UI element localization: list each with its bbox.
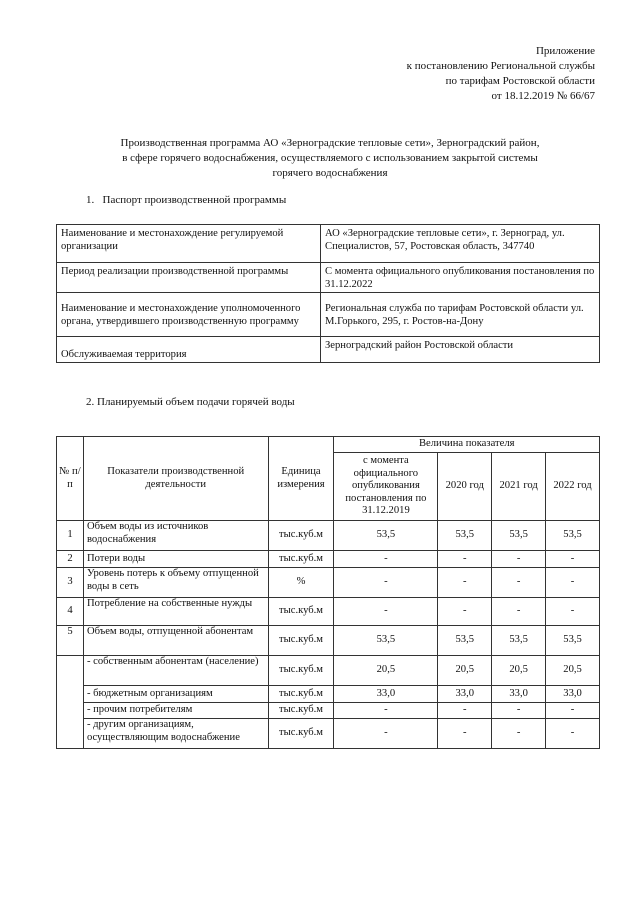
row-value-2020: - <box>438 568 492 598</box>
row-num: 3 <box>57 568 84 598</box>
row-num <box>57 656 84 749</box>
row-name: - собственным абонентам (население) <box>83 656 268 686</box>
row-unit: тыс.куб.м <box>268 521 334 551</box>
passport-label: Период реализации производственной программы <box>57 263 321 293</box>
row-name: Потери воды <box>83 551 268 568</box>
table-row <box>57 551 600 568</box>
row-value-2022: 33,0 <box>546 686 600 703</box>
section-1-number: 1. <box>86 194 95 206</box>
passport-table <box>56 224 600 363</box>
row-value-official: 53,5 <box>334 521 438 551</box>
row-value-official: - <box>334 598 438 626</box>
table-row <box>57 686 600 703</box>
table-row <box>57 626 600 656</box>
header-value-group: Величина показателя <box>334 437 600 453</box>
header-unit: Единица измерения <box>268 437 334 521</box>
header-indicator: Показатели производственной деятельности <box>83 437 268 521</box>
row-unit: тыс.куб.м <box>268 686 334 703</box>
row-unit: тыс.куб.м <box>268 551 334 568</box>
row-value-2020: - <box>438 598 492 626</box>
row-value-2022: 53,5 <box>546 626 600 656</box>
row-value-2020: 33,0 <box>438 686 492 703</box>
row-unit: тыс.куб.м <box>268 719 334 749</box>
row-unit: тыс.куб.м <box>268 626 334 656</box>
appendix-line: по тарифам Ростовской области <box>445 75 595 87</box>
section-2-heading: 2. Планируемый объем подачи горячей воды <box>86 396 295 408</box>
row-unit: тыс.куб.м <box>268 703 334 719</box>
row-value-official: - <box>334 719 438 749</box>
table-row <box>57 568 600 598</box>
header-col-2021: 2021 год <box>492 453 546 521</box>
section-1-heading <box>86 194 286 206</box>
passport-row <box>57 337 600 363</box>
table-row <box>57 521 600 551</box>
section-1-title: Паспорт производственной программы <box>102 194 287 206</box>
row-value-2020: - <box>438 719 492 749</box>
document-title <box>60 136 600 181</box>
row-value-2021: - <box>492 719 546 749</box>
row-name: Уровень потерь к объему отпущенной воды в сеть <box>83 568 268 598</box>
row-num: 1 <box>57 521 84 551</box>
row-name: - прочим потребителям <box>83 703 268 719</box>
passport-value: Зерноградский район Ростовской области <box>321 337 600 363</box>
row-value-2021: - <box>492 703 546 719</box>
row-value-official: - <box>334 568 438 598</box>
row-value-2020: 53,5 <box>438 626 492 656</box>
table-row <box>57 703 600 719</box>
row-value-2022: - <box>546 568 600 598</box>
row-value-2021: - <box>492 598 546 626</box>
passport-label: Наименование и местонахождение уполномоченного органа, утвердившего производственную программу <box>57 293 321 337</box>
row-name: - другим организациям, осуществляющим водоснабжение <box>83 719 268 749</box>
row-name: Объем воды из источников водоснабжения <box>83 521 268 551</box>
row-value-2022: - <box>546 551 600 568</box>
row-value-2021: - <box>492 568 546 598</box>
row-value-2021: 33,0 <box>492 686 546 703</box>
title-line: в сфере горячего водоснабжения, осуществляемого с использованием закрытой системы <box>122 152 538 164</box>
row-value-2022: 20,5 <box>546 656 600 686</box>
appendix-line: к постановлению Региональной службы <box>406 60 595 72</box>
row-name: Потребление на собственные нужды <box>83 598 268 626</box>
row-value-2022: - <box>546 598 600 626</box>
row-num: 5 <box>57 626 84 656</box>
row-value-official: - <box>334 703 438 719</box>
plan-header-row <box>57 437 600 453</box>
row-value-2021: 53,5 <box>492 626 546 656</box>
appendix-line: от 18.12.2019 № 66/67 <box>491 90 595 102</box>
row-name: - бюджетным организациям <box>83 686 268 703</box>
header-col-2022: 2022 год <box>546 453 600 521</box>
row-value-official: 20,5 <box>334 656 438 686</box>
passport-row <box>57 263 600 293</box>
passport-value: Региональная служба по тарифам Ростовской области ул. М.Горького, 295, г. Ростов-на-Дону <box>321 293 600 337</box>
row-value-2020: - <box>438 551 492 568</box>
row-value-2022: - <box>546 703 600 719</box>
passport-value: АО «Зерноградские тепловые сети», г. Зерноград, ул. Специалистов, 57, Ростовская область, 347740 <box>321 225 600 263</box>
row-unit: тыс.куб.м <box>268 598 334 626</box>
row-value-2020: - <box>438 703 492 719</box>
row-value-2020: 20,5 <box>438 656 492 686</box>
table-row <box>57 656 600 686</box>
appendix-line: Приложение <box>535 45 595 57</box>
row-value-2021: 20,5 <box>492 656 546 686</box>
table-row <box>57 598 600 626</box>
table-row <box>57 719 600 749</box>
passport-row <box>57 225 600 263</box>
row-value-2022: 53,5 <box>546 521 600 551</box>
row-unit: тыс.куб.м <box>268 656 334 686</box>
row-num: 2 <box>57 551 84 568</box>
header-col-official: с момента официального опубликования постановления по 31.12.2019 <box>334 453 438 521</box>
appendix-header <box>407 44 595 104</box>
row-value-official: 53,5 <box>334 626 438 656</box>
row-value-2020: 53,5 <box>438 521 492 551</box>
row-value-2022: - <box>546 719 600 749</box>
passport-value: С момента официального опубликования постановления по 31.12.2022 <box>321 263 600 293</box>
row-name: Объем воды, отпущенной абонентам <box>83 626 268 656</box>
passport-row <box>57 293 600 337</box>
row-value-official: 33,0 <box>334 686 438 703</box>
row-num: 4 <box>57 598 84 626</box>
row-value-2021: - <box>492 551 546 568</box>
row-value-official: - <box>334 551 438 568</box>
title-line: горячего водоснабжения <box>272 167 388 179</box>
header-col-2020: 2020 год <box>438 453 492 521</box>
plan-table <box>56 436 600 749</box>
row-value-2021: 53,5 <box>492 521 546 551</box>
row-unit: % <box>268 568 334 598</box>
title-line: Производственная программа АО «Зерноградские тепловые сети», Зерноградский район, <box>120 137 540 149</box>
passport-label: Наименование и местонахождение регулируемой организации <box>57 225 321 263</box>
header-num: № п/п <box>57 437 84 521</box>
passport-label: Обслуживаемая территория <box>57 337 321 363</box>
